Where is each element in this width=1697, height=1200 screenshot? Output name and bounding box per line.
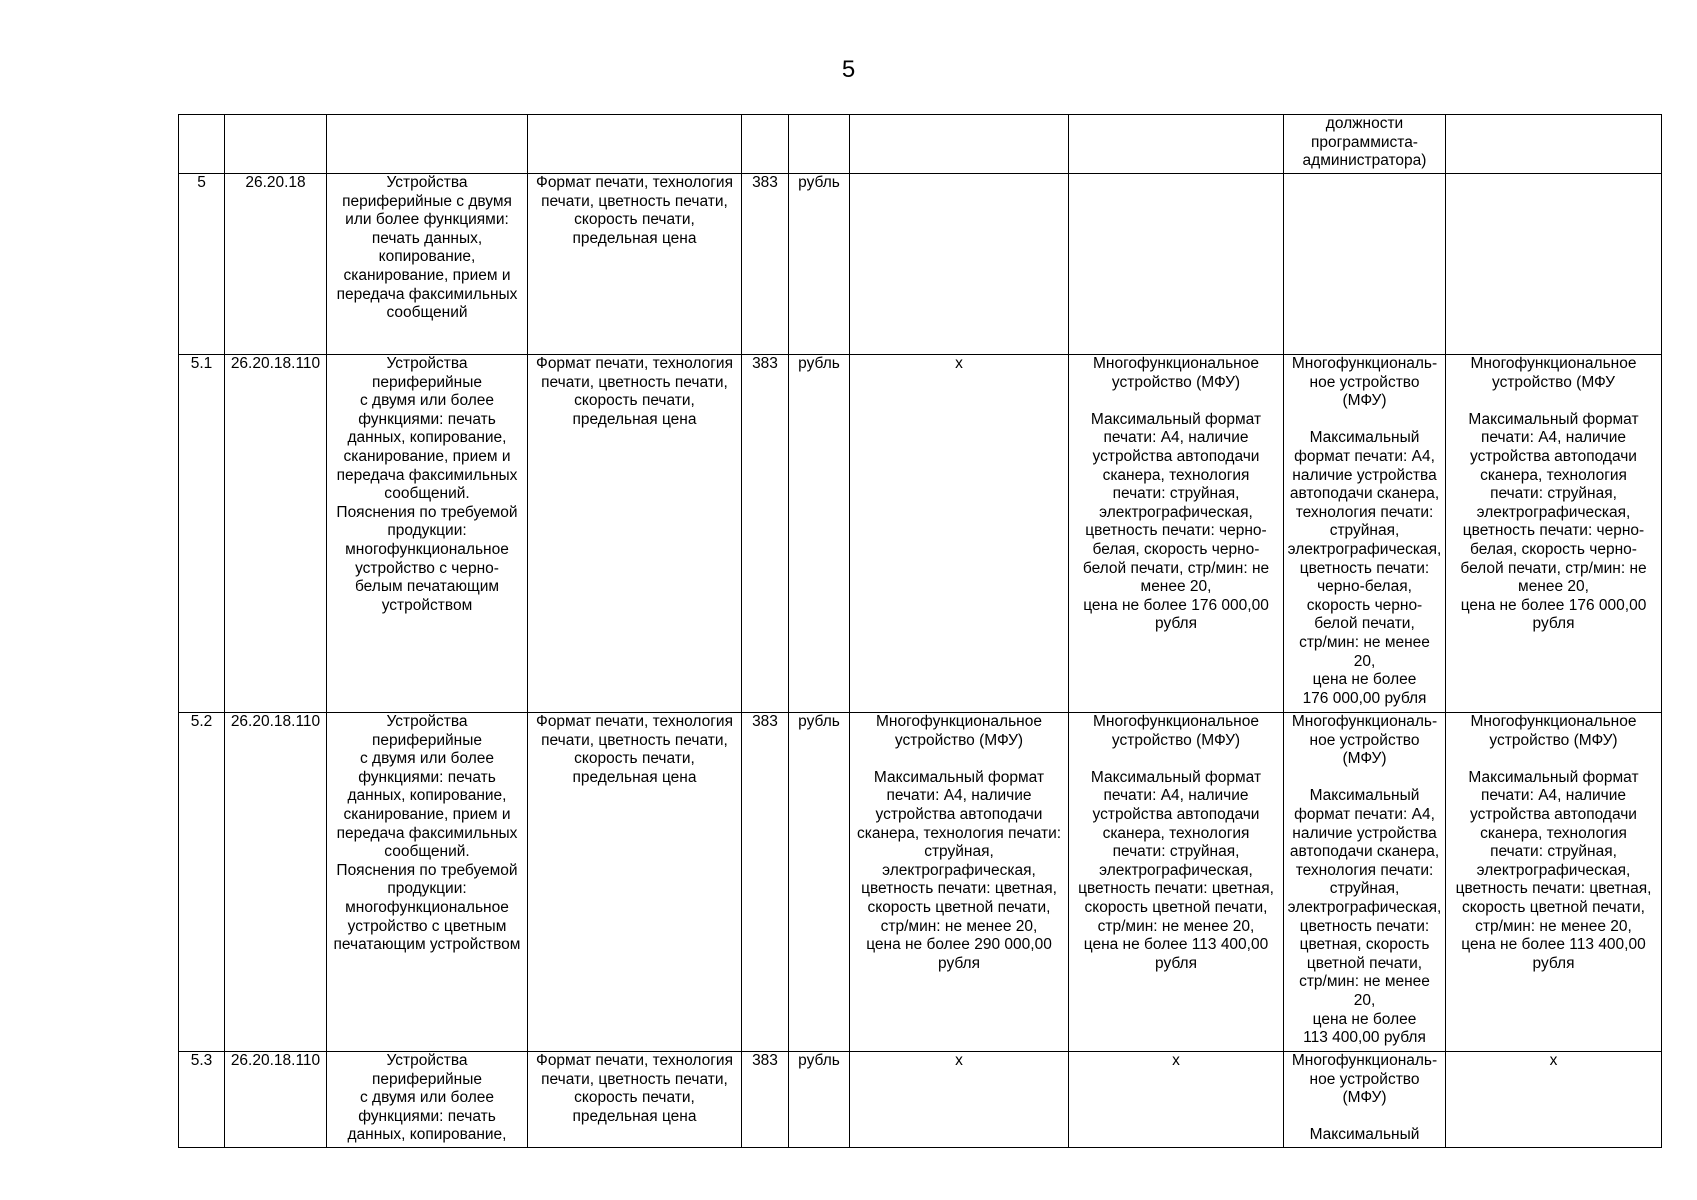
product-name-cell: Устройства периферийные с двумя или более функциями: печать данных, копирование, сканирование, прием и передача факсимильных сообщений xyxy=(327,174,528,355)
value-cell-col9: Многофункциональ- ное устройство (МФУ) Максимальный xyxy=(1284,1052,1446,1148)
table-row xyxy=(179,1052,1662,1148)
product-name-cell: Устройства периферийные с двумя или более функциями: печать данных, копирование, сканирование, прием и передача факсимильных сообщений. Пояснения по требуемой продукции: многофункциональное устройство с цветным печатающим устройством xyxy=(327,713,528,1052)
characteristic-cell: Формат печати, технология печати, цветность печати, скорость печати, предельная цена xyxy=(528,713,742,1052)
table-row xyxy=(179,115,1662,174)
characteristic-cell: Формат печати, технология печати, цветность печати, скорость печати, предельная цена xyxy=(528,1052,742,1148)
value-cell-col8: Многофункциональное устройство (МФУ) Максимальный формат печати: А4, наличие устройства автоподачи сканера, технология печати: струйная, электрографическая, цветность печати: черно- белая, скорость черно- белой печати, стр/мин: не менее 20, цена не более 176 000,00 рубля xyxy=(1069,355,1284,713)
value-cell-col10: Многофункциональное устройство (МФУ Максимальный формат печати: А4, наличие устройства автоподачи сканера, технология печати: струйная, электрографическая, цветность печати: черно- белая, скорость черно- белой печати, стр/мин: не менее 20, цена не более 176 000,00 рубля xyxy=(1446,355,1662,713)
row-number-cell xyxy=(179,115,225,174)
characteristic-cell: Формат печати, технология печати, цветность печати, скорость печати, предельная цена xyxy=(528,355,742,713)
okpd2-code-cell: 26.20.18.110 xyxy=(225,713,327,1052)
table-row xyxy=(179,174,1662,355)
unit-cell: рубль xyxy=(789,1052,850,1148)
value-cell-col8: Многофункциональное устройство (МФУ) Максимальный формат печати: А4, наличие устройства автоподачи сканера, технология печати: струйная, электрографическая, цветность печати: цветная, скорость цветной печати, стр/мин: не менее 20, цена не более 113 400,00 рубля xyxy=(1069,713,1284,1052)
value-cell-col9: Многофункциональ- ное устройство (МФУ) Максимальный формат печати: А4, наличие устройства автоподачи сканера, технология печати: струйная, электрографическая, цветность печати: черно-белая, скорость черно- белой печати, стр/мин: не менее 20, цена не более 176 000,00 рубля xyxy=(1284,355,1446,713)
okpd2-code-cell: 26.20.18.110 xyxy=(225,355,327,713)
unit-cell: рубль xyxy=(789,174,850,355)
product-name-cell xyxy=(327,115,528,174)
value-cell-col10: х xyxy=(1446,1052,1662,1148)
value-cell-col8: х xyxy=(1069,1052,1284,1148)
value-cell-col7: х xyxy=(850,1052,1069,1148)
value-cell-col9 xyxy=(1284,174,1446,355)
characteristic-cell xyxy=(528,115,742,174)
characteristic-cell: Формат печати, технология печати, цветность печати, скорость печати, предельная цена xyxy=(528,174,742,355)
value-cell-col7: х xyxy=(850,355,1069,713)
okpd2-code-cell xyxy=(225,115,327,174)
okpd2-code-cell: 26.20.18 xyxy=(225,174,327,355)
value-cell-col10: Многофункциональное устройство (МФУ) Максимальный формат печати: А4, наличие устройства автоподачи сканера, технология печати: струйная, электрографическая, цветность печати: цветная, скорость цветной печати, стр/мин: не менее 20, цена не более 113 400,00 рубля xyxy=(1446,713,1662,1052)
unit-cell: рубль xyxy=(789,355,850,713)
value-cell-col10 xyxy=(1446,115,1662,174)
okei-code-cell: 383 xyxy=(742,713,789,1052)
row-number-cell: 5.2 xyxy=(179,713,225,1052)
row-number-cell: 5.1 xyxy=(179,355,225,713)
product-name-cell: Устройства периферийные с двумя или более функциями: печать данных, копирование, xyxy=(327,1052,528,1148)
specification-table xyxy=(178,114,1662,1148)
okei-code-cell: 383 xyxy=(742,355,789,713)
value-cell-col10 xyxy=(1446,174,1662,355)
table-row xyxy=(179,355,1662,713)
value-cell-col9: Многофункциональ- ное устройство (МФУ) Максимальный формат печати: А4, наличие устройства автоподачи сканера, технология печати: струйная, электрографическая, цветность печати: цветная, скорость цветной печати, стр/мин: не менее 20, цена не более 113 400,00 рубля xyxy=(1284,713,1446,1052)
value-cell-col7 xyxy=(850,115,1069,174)
value-cell-col7 xyxy=(850,174,1069,355)
row-number-cell: 5 xyxy=(179,174,225,355)
okei-code-cell: 383 xyxy=(742,1052,789,1148)
product-name-cell: Устройства периферийные с двумя или более функциями: печать данных, копирование, сканирование, прием и передача факсимильных сообщений. Пояснения по требуемой продукции: многофункциональное устройство с черно- белым печатающим устройством xyxy=(327,355,528,713)
value-cell-col8 xyxy=(1069,174,1284,355)
value-cell-col9: должности программиста- администратора) xyxy=(1284,115,1446,174)
unit-cell xyxy=(789,115,850,174)
page-number: 5 xyxy=(841,56,856,83)
value-cell-col8 xyxy=(1069,115,1284,174)
unit-cell: рубль xyxy=(789,713,850,1052)
row-number-cell: 5.3 xyxy=(179,1052,225,1148)
okpd2-code-cell: 26.20.18.110 xyxy=(225,1052,327,1148)
okei-code-cell: 383 xyxy=(742,174,789,355)
okei-code-cell xyxy=(742,115,789,174)
table-row xyxy=(179,713,1662,1052)
value-cell-col7: Многофункциональное устройство (МФУ) Максимальный формат печати: А4, наличие устройства автоподачи сканера, технология печати: струйная, электрографическая, цветность печати: цветная, скорость цветной печати, стр/мин: не менее 20, цена не более 290 000,00 рубля xyxy=(850,713,1069,1052)
